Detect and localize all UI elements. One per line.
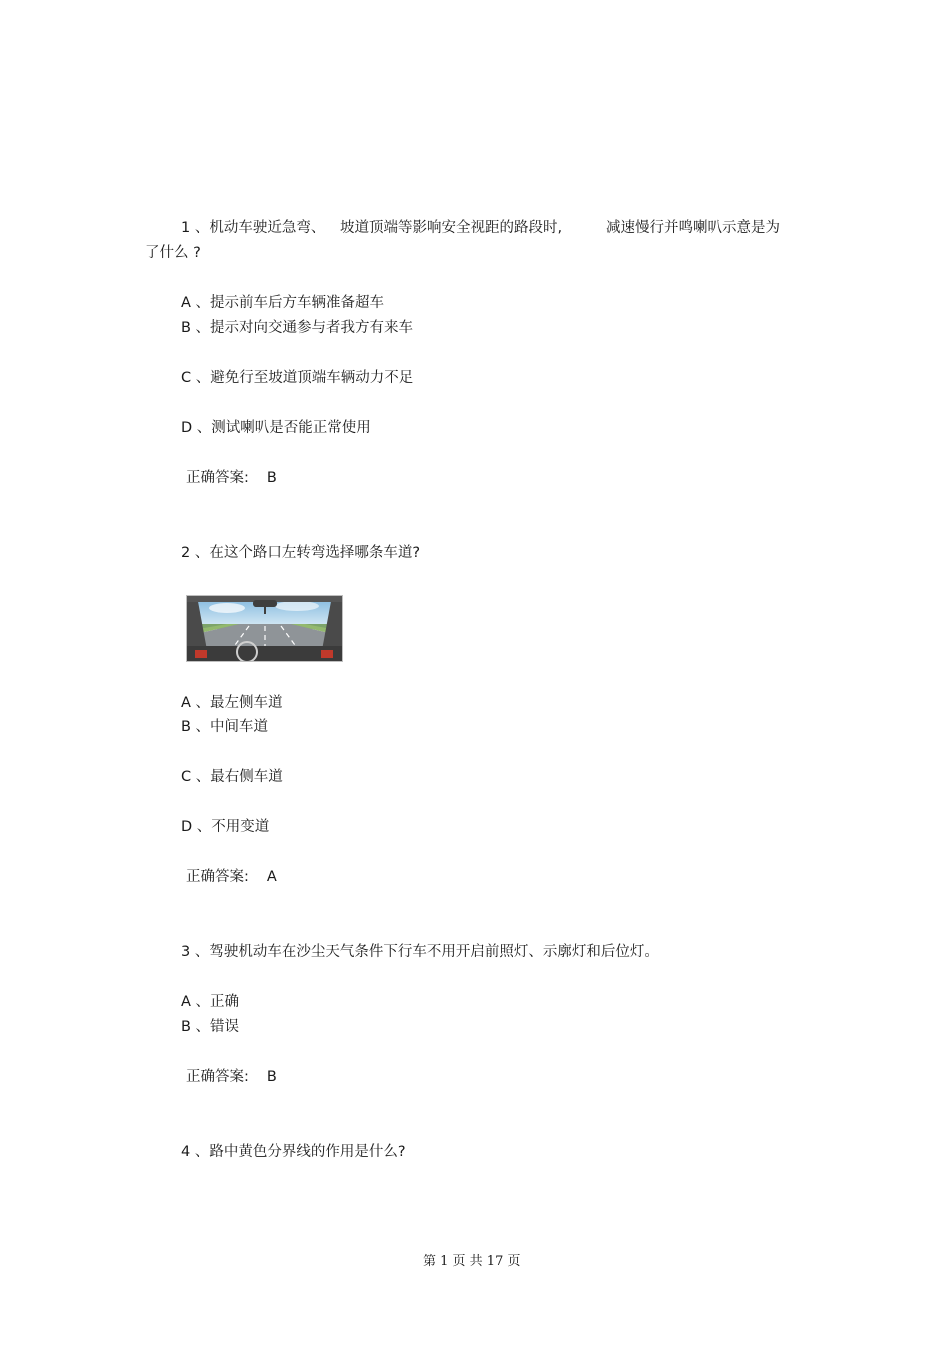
q2-answer-label: 正确答案: xyxy=(186,869,249,885)
q1-text-part3: 减速慢行并鸣喇叭示意是为 xyxy=(606,220,780,236)
q3-option-b: B 、错误 xyxy=(181,1019,240,1035)
q3-answer-value: B xyxy=(266,1069,277,1085)
q2-option-d: D 、不用变道 xyxy=(181,819,270,835)
q4-question: 4 、路中黄色分界线的作用是什么? xyxy=(181,1144,406,1160)
q1-answer xyxy=(186,468,277,488)
q1-option-d: D 、测试喇叭是否能正常使用 xyxy=(181,420,371,436)
q3-answer xyxy=(186,1067,277,1087)
q2-answer-value: A xyxy=(266,869,277,885)
q1-text-part2: 坡道顶端等影响安全视距的路段时, xyxy=(340,220,563,236)
q2-question: 2 、在这个路口左转弯选择哪条车道? xyxy=(181,545,421,561)
q2-option-c: C 、最右侧车道 xyxy=(181,769,283,785)
q3-question: 3 、驾驶机动车在沙尘天气条件下行车不用开启前照灯、示廓灯和后位灯。 xyxy=(181,944,659,960)
q2-answer xyxy=(186,867,277,887)
q1-text-line2: 了什么 ? xyxy=(145,245,201,261)
road-scene-image xyxy=(186,595,343,662)
q1-text-part1: 1 、机动车驶近急弯、 xyxy=(181,220,326,236)
q1-option-a: A 、提示前车后方车辆准备超车 xyxy=(181,295,385,311)
q1-option-c: C 、避免行至坡道顶端车辆动力不足 xyxy=(181,370,414,386)
page-footer: 第 1 页 共 17 页 xyxy=(423,1254,521,1269)
q3-option-a: A 、正确 xyxy=(181,994,240,1010)
q1-answer-label: 正确答案: xyxy=(186,470,249,486)
q3-answer-label: 正确答案: xyxy=(186,1069,249,1085)
q1-answer-value: B xyxy=(266,470,277,486)
q1-option-b: B 、提示对向交通参与者我方有来车 xyxy=(181,320,414,336)
q2-option-b: B 、中间车道 xyxy=(181,719,269,735)
q2-option-a: A 、最左侧车道 xyxy=(181,695,283,711)
